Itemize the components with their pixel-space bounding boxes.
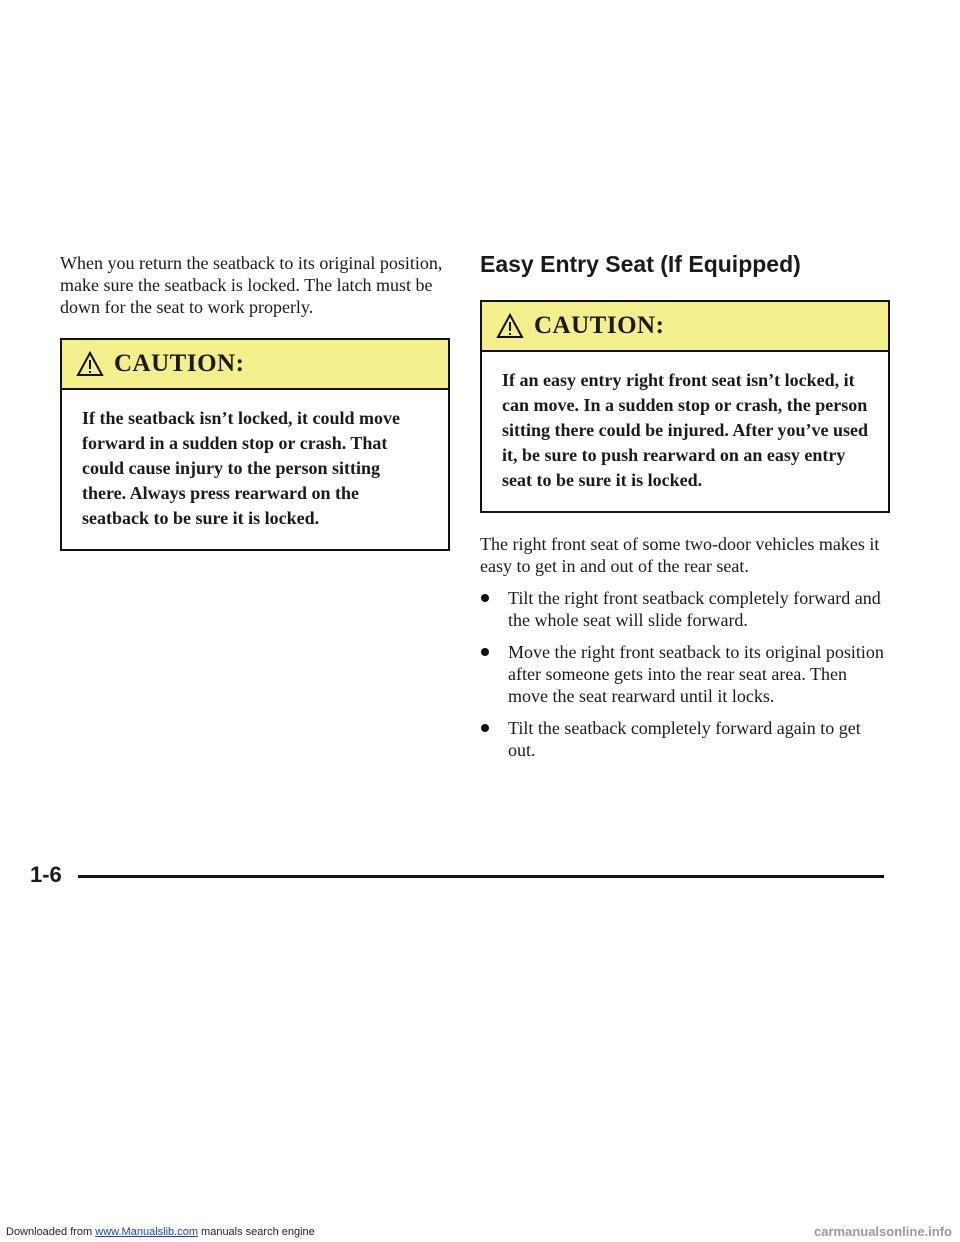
caution-label: CAUTION: [534, 312, 665, 339]
page-number: 1-6 [30, 862, 62, 887]
caution-header [482, 302, 888, 352]
caution-box-seatback [60, 338, 450, 551]
intro-paragraph: When you return the seatback to its original position, make sure the seatback is locked. The latch must be down for the seat to work properly. [60, 253, 443, 317]
section-heading: Easy Entry Seat (If Equipped) [480, 251, 801, 277]
warning-triangle-icon [496, 313, 524, 339]
lower-margin [0, 945, 960, 1242]
download-suffix: manuals search engine [197, 1226, 315, 1238]
list-item [480, 587, 890, 631]
right-column [480, 252, 890, 771]
watermark: carmanualsonline.info [814, 1224, 952, 1239]
bullet-icon [481, 724, 489, 732]
manualslib-link[interactable]: www.Manualslib.com [95, 1226, 198, 1238]
caution-label: CAUTION: [114, 350, 245, 377]
body-paragraph: The right front seat of some two-door vehicles makes it easy to get in and out of the rear seat. [480, 534, 880, 576]
download-note [6, 1226, 315, 1238]
list-item [480, 641, 890, 707]
list-item-text: Tilt the seatback completely forward again to get out. [508, 718, 861, 760]
caution-text: If the seatback isn’t locked, it could move forward in a sudden stop or crash. That could cause injury to the person sitting there. Always press rearward on the seatback to be sure it is locked. [82, 408, 400, 528]
instruction-list [480, 587, 890, 761]
download-prefix: Downloaded from [6, 1226, 96, 1238]
list-item-text: Move the right front seatback to its original position after someone gets into the rear seat area. Then move the seat rearward until it locks. [508, 642, 884, 706]
caution-box-easy-entry [480, 300, 890, 513]
list-item [480, 717, 890, 761]
bullet-icon [481, 648, 489, 656]
list-item-text: Tilt the right front seatback completely forward and the whole seat will slide forward. [508, 588, 881, 630]
caution-text: If an easy entry right front seat isn’t locked, it can move. In a sudden stop or crash, the person sitting there could be injured. After you’ve used it, be sure to push rearward on an easy entry seat to be sure it is locked. [502, 370, 869, 490]
caution-header [62, 340, 448, 390]
left-column [60, 252, 450, 551]
footer-divider [78, 875, 884, 878]
warning-triangle-icon [76, 351, 104, 377]
bullet-icon [481, 594, 489, 602]
